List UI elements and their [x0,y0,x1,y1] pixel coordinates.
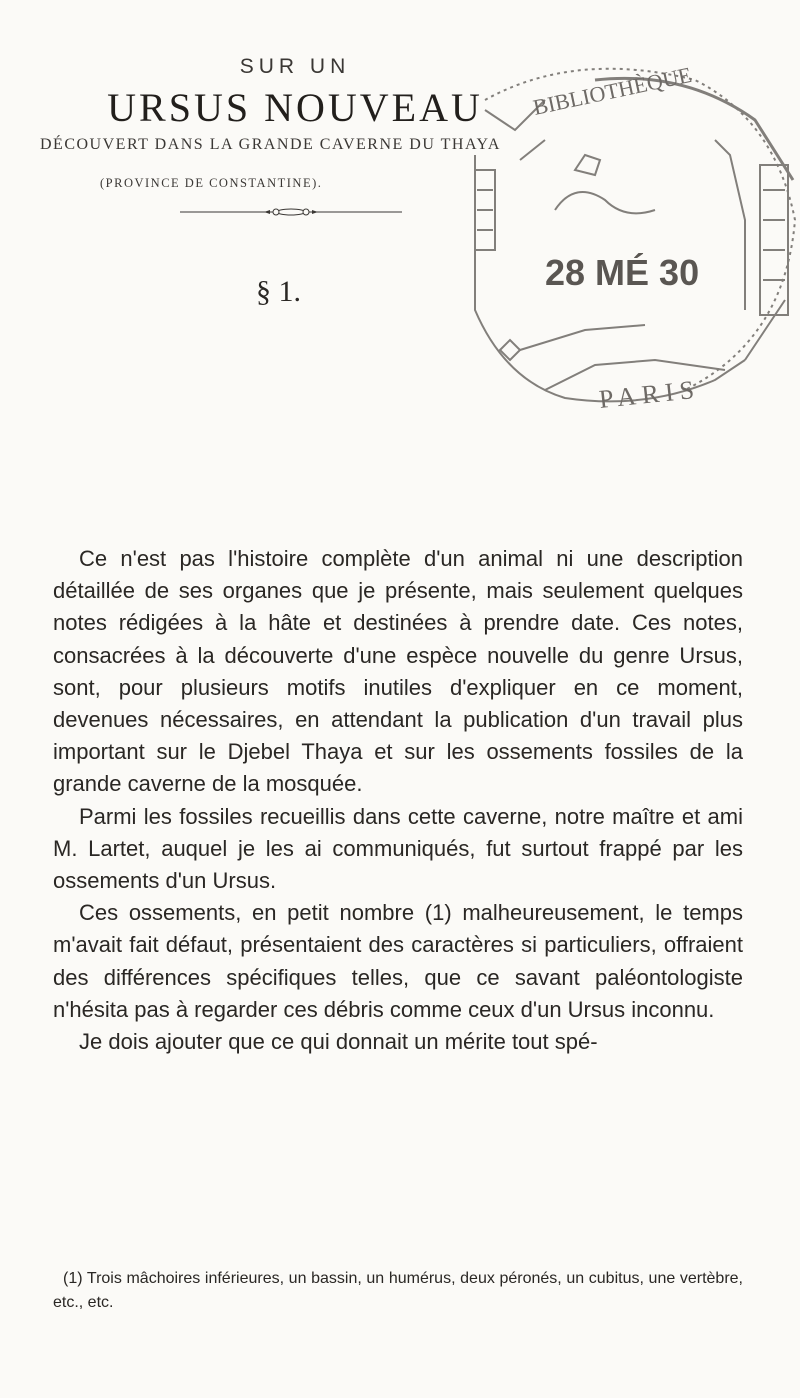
section-number: § 1. [256,275,301,308]
paragraph: Ces ossements, en petit nombre (1) malheureusement, le temps m'avait fait défaut, présentaient des caractères si particuliers, offraient des différences spécifiques telles, que ce savant paléontologiste n'hésita pas à regarder ces débris comme ceux d'un Ursus inconnu. [53,900,743,1022]
paragraph: Ce n'est pas l'histoire complète d'un animal ni une description détaillée de ses organes que je présente, mais seulement quelques notes rédigées à la hâte et destinées à prendre date. Ces notes, consacrées à la découverte d'une espèce nouvelle du genre Ursus, sont, pour plusieurs motifs inutiles d'expliquer en ce moment, devenues nécessaires, en attendant la publication d'un travail plus important sur le Djebel Thaya et sur les ossements fossiles de la grande caverne de la mosquée. [53,546,743,797]
subtitle: DÉCOUVERT DANS LA GRANDE CAVERNE DU THAYA [40,136,501,153]
library-stamp-icon [425,60,800,415]
stamp-text-top: BIBLIOTHÈQUE [530,61,694,120]
header-sur-un: SUR UN [239,55,351,78]
footnote: (1) Trois mâchoires inférieures, un bassin, un humérus, deux péronés, un cubitus, une vertèbre, etc., etc. [53,1270,743,1311]
stamp-date: 28 MÉ 30 [545,252,700,293]
paragraph: Parmi les fossiles recueillis dans cette caverne, notre maître et ami M. Lartet, auquel je les ai communiqués, fut surtout frappé par les ossements d'un Ursus. [53,803,743,894]
paragraph: Je dois ajouter que ce qui donnait un mérite tout spé- [79,1029,598,1055]
body-text [53,543,743,1058]
province-line: (PROVINCE DE CONSTANTINE). [100,176,323,190]
stamp-text-bottom: PARIS [597,374,702,414]
ornament-divider-icon [180,206,402,218]
page-title: URSUS NOUVEAU [107,85,483,130]
